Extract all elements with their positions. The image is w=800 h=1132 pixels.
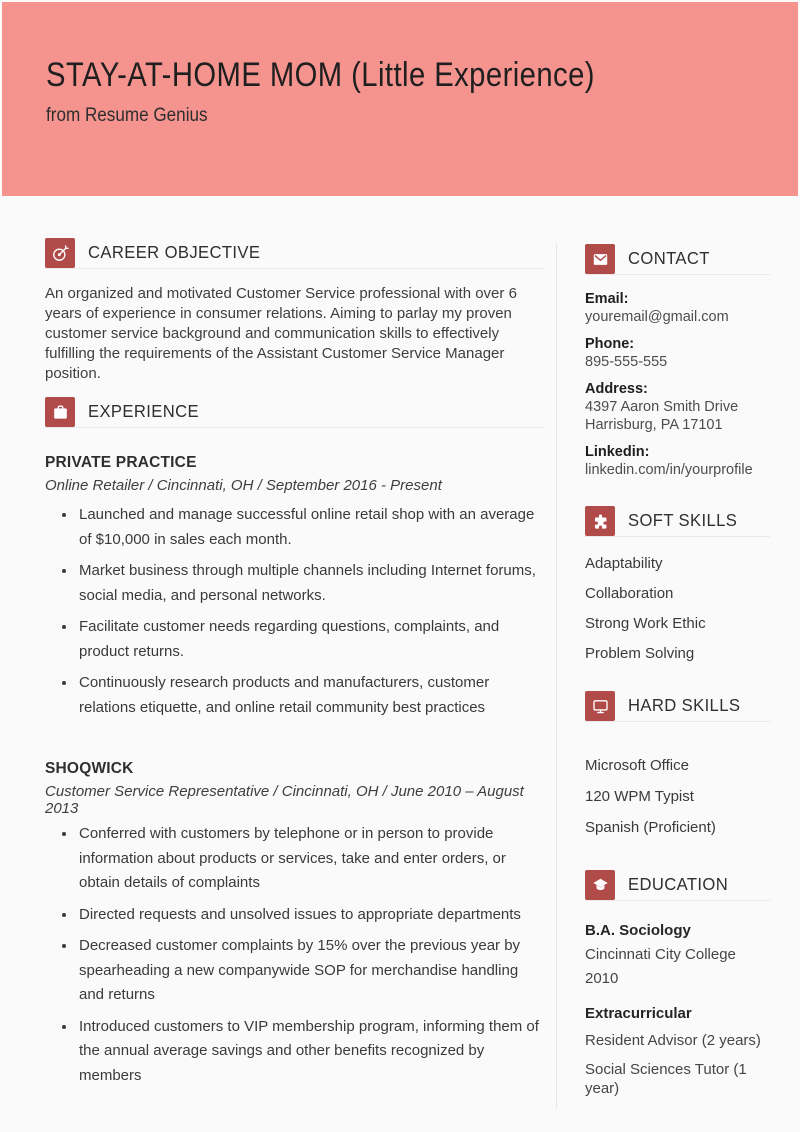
contact-field-value: 895-555-555 xyxy=(585,354,668,370)
section-contact xyxy=(585,244,770,479)
target-icon xyxy=(45,238,75,268)
contact-field xyxy=(585,380,770,434)
contact-title: CONTACT xyxy=(628,248,710,268)
education-extracurricular-list xyxy=(585,1031,770,1098)
job-bullet: • Directed requests and unsolved issues to appropriate departments xyxy=(77,903,545,928)
sidebar-column xyxy=(556,244,770,1108)
content-columns xyxy=(0,196,800,1108)
job-entry-private-practice xyxy=(45,454,545,720)
contact-field-label: Address: xyxy=(585,381,648,397)
job-bullets xyxy=(45,822,545,1088)
graduation-cap-icon xyxy=(585,870,615,900)
skill-item: Problem Solving xyxy=(585,645,695,662)
header-band xyxy=(2,2,798,196)
job-company: SHOQWICK xyxy=(45,760,134,777)
contact-field-label: Linkedin: xyxy=(585,444,650,460)
objective-text: An organized and motivated Customer Service professional with over 6 years of experience in consumer relations. Aiming to parlay my proven customer service background and communication skills to effectively fulfilling the requirements of the Assistant Customer Service Manager position. xyxy=(45,285,517,382)
job-bullets xyxy=(45,503,545,720)
job-meta: Online Retailer / Cincinnati, OH / September 2016 - Present xyxy=(45,477,442,494)
hard-skills-header xyxy=(585,691,770,722)
experience-header xyxy=(45,397,545,428)
skill-item: Spanish (Proficient) xyxy=(585,819,716,836)
section-experience xyxy=(45,397,545,1088)
soft-skills-list xyxy=(585,554,770,663)
education-degree: B.A. Sociology xyxy=(585,922,691,939)
skill-item: Adaptability xyxy=(585,555,663,572)
career-objective-header xyxy=(45,238,545,269)
extracurricular-item: Resident Advisor (2 years) xyxy=(585,1032,761,1049)
job-bullet: • Decreased customer complaints by 15% over the previous year by spearheading a new companywide SOP for merchandise handling and returns xyxy=(77,934,545,1008)
contact-field xyxy=(585,335,770,371)
contact-header xyxy=(585,244,770,275)
contact-field xyxy=(585,443,770,479)
education-header xyxy=(585,870,770,901)
job-bullet: • Continuously research products and manufacturers, customer relations etiquette, and online retail community best practices xyxy=(77,671,545,720)
contact-field xyxy=(585,290,770,326)
experience-title: EXPERIENCE xyxy=(88,401,199,421)
envelope-icon xyxy=(585,244,615,274)
job-bullet: • Conferred with customers by telephone or in person to provide information about products or services, take and enter orders, or obtain details of complaints xyxy=(77,822,545,896)
section-career-objective xyxy=(45,238,545,384)
job-meta: Customer Service Representative / Cincinnati, OH / June 2010 – August 2013 xyxy=(45,783,524,817)
job-entry-shoqwick xyxy=(45,760,545,1088)
monitor-icon xyxy=(585,691,615,721)
section-soft-skills xyxy=(585,506,770,663)
page-title: STAY-AT-HOME MOM (Little Experience) xyxy=(46,56,595,94)
soft-skills-header xyxy=(585,506,770,537)
skill-item: Collaboration xyxy=(585,585,674,602)
contact-field-value: linkedin.com/in/yourprofile xyxy=(585,462,753,478)
job-company: PRIVATE PRACTICE xyxy=(45,454,197,471)
main-column xyxy=(45,238,545,1108)
section-education xyxy=(585,870,770,1098)
skill-item: Strong Work Ethic xyxy=(585,615,706,632)
education-school: Cincinnati City College xyxy=(585,946,736,963)
education-title: EDUCATION xyxy=(628,874,729,894)
soft-skills-title: SOFT SKILLS xyxy=(628,510,738,530)
hard-skills-title: HARD SKILLS xyxy=(628,695,741,715)
page-subtitle: from Resume Genius xyxy=(46,105,208,126)
contact-field-label: Phone: xyxy=(585,336,635,352)
contact-fields xyxy=(585,290,770,479)
contact-field-label: Email: xyxy=(585,291,629,307)
skill-item: Microsoft Office xyxy=(585,757,689,774)
hard-skills-list xyxy=(585,756,770,837)
extracurricular-item: Social Sciences Tutor (1 year) xyxy=(585,1061,747,1097)
job-bullet: • Launched and manage successful online retail shop with an average of $10,000 in sales each month. xyxy=(77,503,545,552)
section-hard-skills xyxy=(585,691,770,837)
job-bullet: • Market business through multiple channels including Internet forums, social media, and personal networks. xyxy=(77,559,545,608)
contact-field-value: 4397 Aaron Smith Drive Harrisburg, PA 17101 xyxy=(585,399,739,433)
briefcase-icon xyxy=(45,397,75,427)
puzzle-icon xyxy=(585,506,615,536)
education-year: 2010 xyxy=(585,970,619,987)
career-objective-title: CAREER OBJECTIVE xyxy=(88,242,261,262)
job-bullet: • Introduced customers to VIP membership program, informing them of the annual average savings and other benefits recognized by members xyxy=(77,1015,545,1089)
job-bullet: • Facilitate customer needs regarding questions, complaints, and product returns. xyxy=(77,615,545,664)
contact-field-value: youremail@gmail.com xyxy=(585,309,729,325)
education-extracurricular-label: Extracurricular xyxy=(585,1005,692,1022)
skill-item: 120 WPM Typist xyxy=(585,788,694,805)
